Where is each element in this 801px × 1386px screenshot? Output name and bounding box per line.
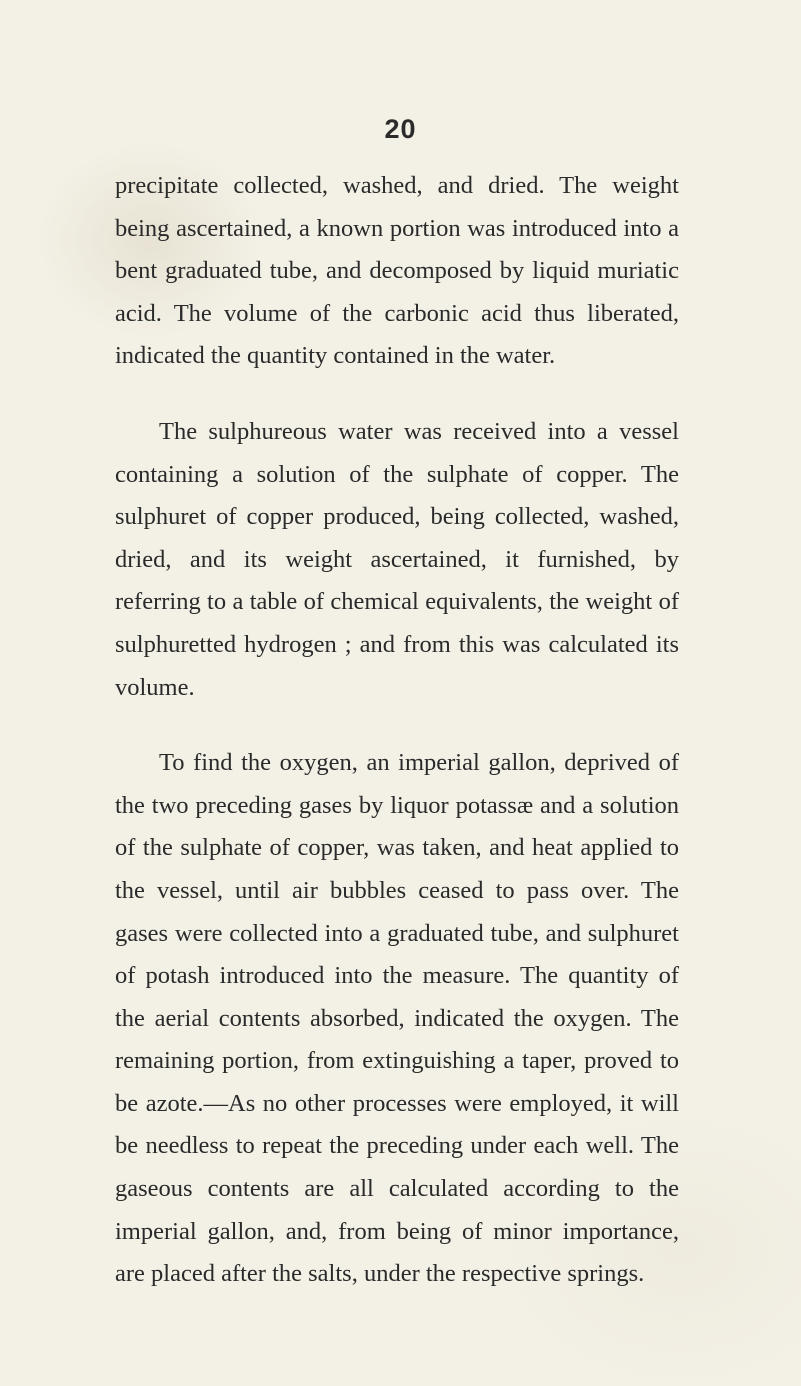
page-number: 20 — [384, 114, 417, 144]
paragraph-sulphureous-water: The sulphureous water was received into a vessel containing a solution of the sulphate of copper. The sulphuret of copper produced, being collected, washed, dried, and its weight ascertained, it furnished, by referring to a table of chemical equivalents, the weight of sulphuretted hydrogen ; and from this was calculated its volume. — [115, 417, 679, 701]
paragraph-oxygen: To find the oxygen, an imperial gallon, deprived of the two preceding gases by liquor potassæ and a solution of the sulphate of copper, was taken, and heat applied to the vessel, until air bubbles ceased to pass over. The gases were collected into a graduated tube, and sulphuret of potash introduced into the measure. The quantity of the aerial contents absorbed, indicated the oxygen. The remaining portion, from extinguishing a taper, proved to be azote.—As no other processes were employed, it will be needless to repeat the preceding under each well. The gaseous contents are all calculated according to the imperial gallon, and, from being of minor importance, are placed after the salts, under the respective springs. — [115, 749, 679, 1288]
page-body — [115, 165, 679, 1296]
paragraph-carbonic-acid: precipitate collected, washed, and dried. The weight being ascertained, a known portion was introduced into a bent graduated tube, and decomposed by liquid muriatic acid. The volume of the carbonic acid thus liberated, indicated the quantity contained in the water. — [115, 172, 679, 370]
